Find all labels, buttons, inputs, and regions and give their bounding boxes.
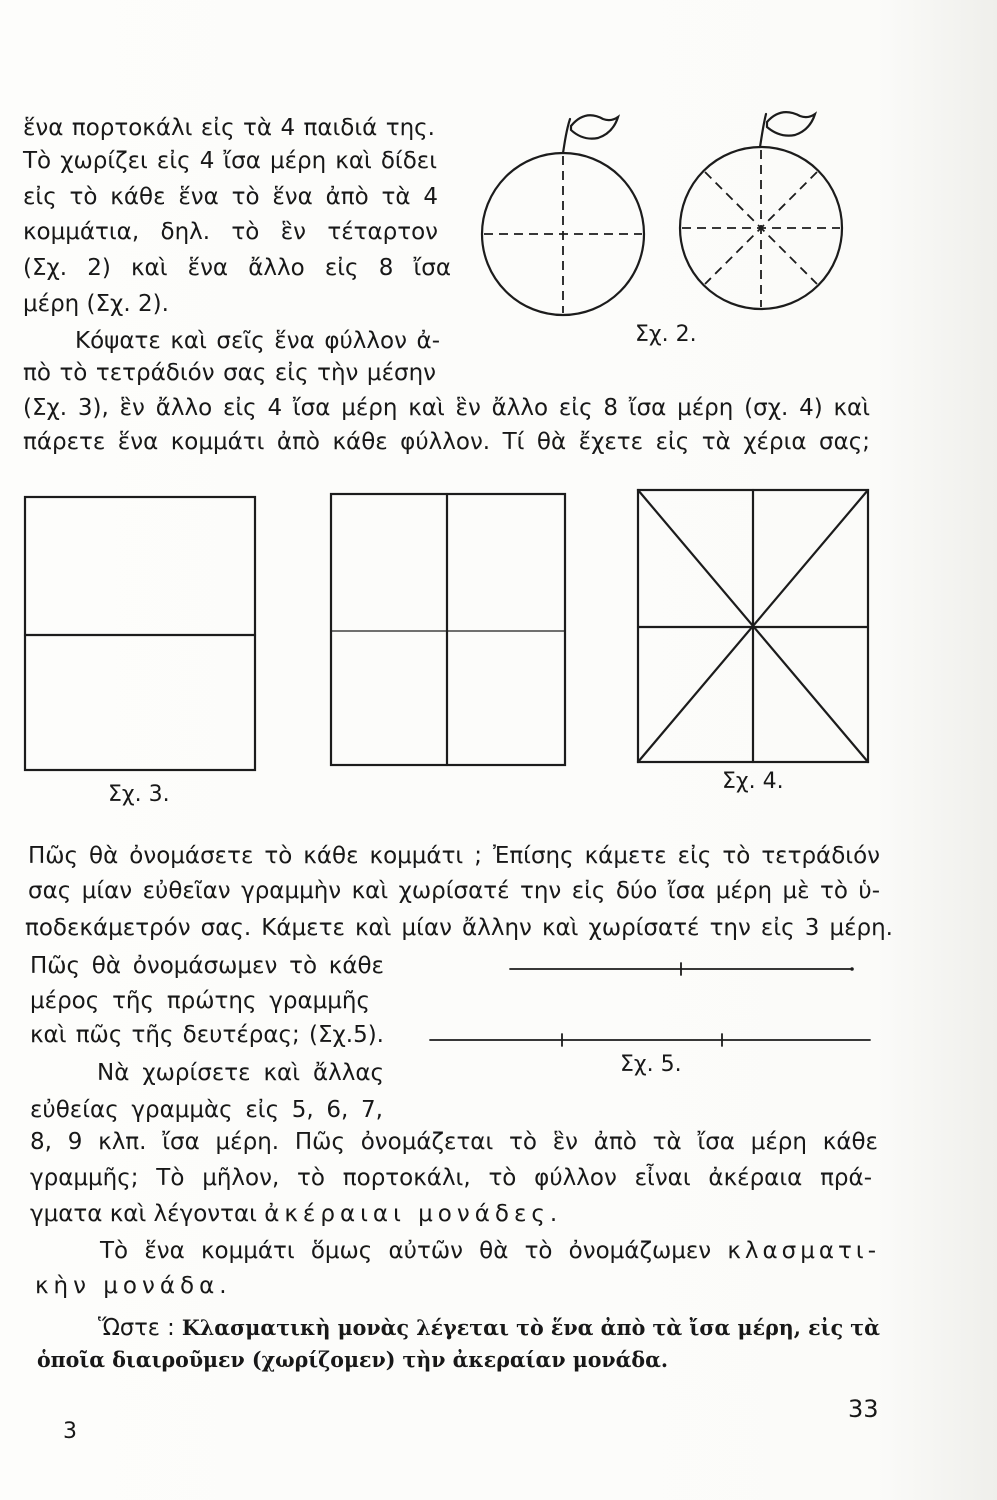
line-text: ἕνα πορτοκάλι εἰς τὰ 4 παιδιά της. [23, 115, 435, 141]
sheet-3-diagonal-2 [638, 490, 868, 762]
text-line [23, 358, 436, 388]
text-line [30, 951, 384, 981]
text-line [30, 1163, 872, 1193]
fruit-outline-1 [482, 153, 644, 315]
text-line [35, 1271, 232, 1301]
text-line [23, 253, 451, 283]
caption-text: Σχ. 2. [635, 322, 697, 347]
line-text: Κόψατε καὶ σεῖς ἕνα φύλλον ἀ- [75, 328, 440, 354]
fig3-sheet-halves [25, 497, 255, 770]
fig2-caption [635, 320, 697, 350]
text-line [25, 913, 893, 943]
fig2-fruit-eighths [680, 112, 842, 309]
line-text: μέρη (Σχ. 2). [23, 291, 169, 317]
text-line [75, 326, 440, 356]
line-text: Πῶς θὰ ὀνομάσετε τὸ κάθε κομμάτι ; Ἐπίσης κάμετε εἰς τὸ τετράδιόν [28, 843, 880, 869]
emphasized-term: κλασματι- [727, 1238, 880, 1264]
text-line [23, 182, 438, 212]
text-line [30, 986, 370, 1016]
sheet-3-outline [638, 490, 868, 762]
segment-halves-end-dot [850, 967, 854, 971]
sheet-2-outline [331, 494, 565, 765]
fruit1-leaf-icon [571, 115, 618, 138]
fruit2-stem [760, 114, 766, 147]
fruit-outline-2 [680, 147, 842, 309]
line-text: (Σχ. 3), ἓν ἄλλο εἰς 4 ἴσα μέρη καὶ ἓν ἄλλο εἰς 8 ἴσα μέρη (σχ. 4) καὶ [23, 395, 870, 421]
text-line [30, 1127, 878, 1157]
text-line [23, 217, 438, 247]
line-text: Νὰ χωρίσετε καὶ ἄλλας [97, 1060, 384, 1086]
line-text: εὐθείας γραμμὰς εἰς 5, 6, 7, [30, 1097, 383, 1123]
text-line [23, 393, 870, 423]
line-text: σας μίαν εὐθεῖαν γραμμὴν καὶ χωρίσατέ την εἰς δύο ἴσα μέρη μὲ τὸ ὑ- [28, 878, 880, 904]
fig2-fruit-quarters [482, 115, 644, 315]
line-text: εἰς τὸ κάθε ἕνα τὸ ἕνα ἀπὸ τὰ 4 [23, 184, 438, 210]
line-text: (Σχ. 2) καὶ ἕνα ἄλλο εἰς 8 ἴσα [23, 255, 451, 281]
line-text: πὸ τὸ τετράδιόν σας εἰς τὴν μέσην [23, 360, 436, 386]
line-text: ποδεκάμετρόν σας. Κάμετε καὶ μίαν ἄλλην καὶ χωρίσατέ την εἰς 3 μέρη. [25, 915, 893, 941]
definition-lead: Ὥστε : [98, 1315, 175, 1341]
text-line [23, 289, 169, 319]
signature-mark-text: 3 [63, 1419, 77, 1444]
emphasized-term: ἀκέραιαι μονάδες. [264, 1201, 563, 1227]
definition-line [37, 1345, 668, 1375]
line-text: κομμάτια, δηλ. τὸ ἓν τέταρτον [23, 219, 438, 245]
fruit2-diagonal-cut-2 [705, 172, 817, 284]
page-number [848, 1394, 879, 1424]
definition-text: ὁποῖα διαιροῦμεν (χωρίζομεν) τὴν ἀκεραίαν μονάδα. [37, 1347, 668, 1372]
line-text: Τὸ ἕνα κομμάτι ὅμως αὐτῶν θὰ τὸ ὀνομάζωμεν [100, 1238, 712, 1264]
line-text: γματα καὶ λέγονται [30, 1201, 257, 1227]
emphasized-term: κὴν μονάδα. [35, 1273, 232, 1299]
text-line [30, 1095, 383, 1125]
sheet-3-diagonal-1 [638, 490, 868, 762]
line-text: πάρετε ἕνα κομμάτι ἀπὸ κάθε φύλλον. Τί θὰ ἔχετε εἰς τὰ χέρια σας; [23, 429, 870, 455]
caption-text: Σχ. 3. [108, 782, 170, 807]
text-line [28, 876, 880, 906]
fruit2-leaf-icon [767, 112, 815, 135]
text-line [100, 1236, 880, 1266]
sheet-1-outline [25, 497, 255, 770]
definition-line [98, 1313, 880, 1343]
line-text: 8, 9 κλπ. ἴσα μέρη. Πῶς ὀνομάζεται τὸ ἓν ἀπὸ τὰ ἴσα μέρη κάθε [30, 1129, 878, 1155]
fig3-caption [108, 780, 170, 810]
definition-text: Κλασματικὴ μονὰς λέγεται τὸ ἕνα ἀπὸ τὰ ἴσα μέρη, εἰς τὰ [181, 1315, 881, 1340]
fig4-sheet-quarters [331, 494, 565, 765]
caption-text: Σχ. 5. [620, 1052, 682, 1077]
text-line [30, 1199, 562, 1229]
line-text: Πῶς θὰ ὀνομάσωμεν τὸ κάθε [30, 953, 384, 979]
fruit2-diagonal-cut-1 [705, 172, 817, 284]
text-line [30, 1020, 384, 1050]
text-line [28, 841, 880, 871]
fig5-caption [620, 1050, 682, 1080]
text-line [23, 113, 435, 143]
line-text: γραμμῆς; Τὸ μῆλον, τὸ πορτοκάλι, τὸ φύλλον εἶναι ἀκέραια πρά- [30, 1165, 872, 1191]
fig4-sheet-eighths [638, 490, 868, 762]
text-line [23, 427, 870, 457]
fig4-caption [722, 767, 784, 797]
text-line [97, 1058, 384, 1088]
line-text: μέρος τῆς πρώτης γραμμῆς [30, 988, 370, 1014]
signature-mark [63, 1417, 77, 1447]
line-text: καὶ πῶς τῆς δευτέρας; (Σχ.5). [30, 1022, 384, 1048]
fig5-segments [430, 963, 870, 1046]
page-number-text: 33 [848, 1395, 879, 1423]
caption-text: Σχ. 4. [722, 769, 784, 794]
line-text: Τὸ χωρίζει εἰς 4 ἴσα μέρη καὶ δίδει [23, 148, 437, 174]
fruit1-stem [563, 119, 570, 153]
text-line [23, 146, 437, 176]
